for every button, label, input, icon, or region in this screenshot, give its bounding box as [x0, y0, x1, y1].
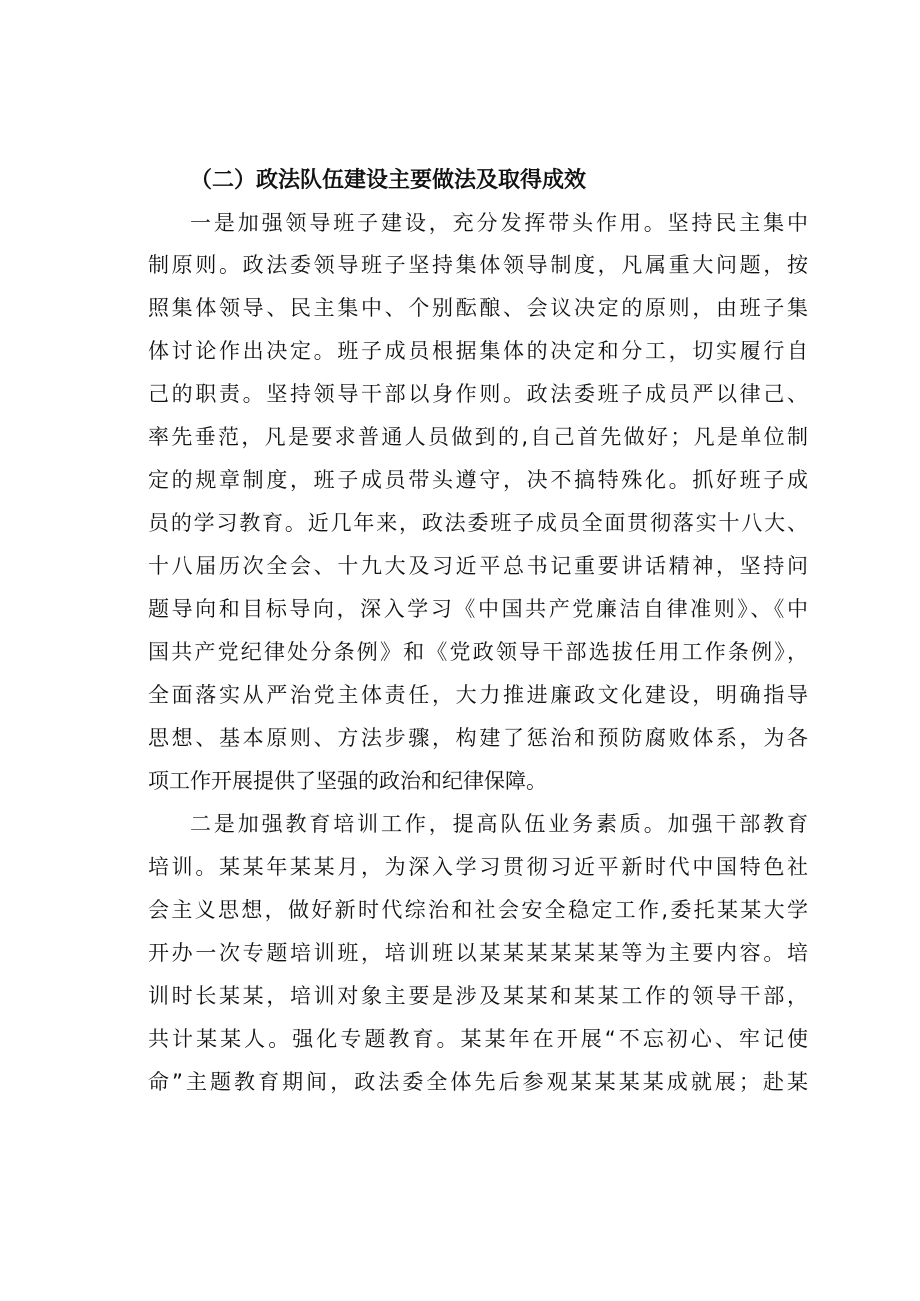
paragraph-line: 题导向和目标导向，深入学习《中国共产党廉洁自律准则》、《中	[148, 597, 808, 621]
paragraph-line: 体讨论作出决定。班子成员根据集体的决定和分工，切实履行自	[148, 339, 808, 363]
paragraph-line: 十八届历次全会、十九大及习近平总书记重要讲话精神，坚持问	[148, 554, 808, 578]
paragraph-line: 全面落实从严治党主体责任，大力推进廉政文化建设，明确指导	[148, 683, 808, 707]
paragraph-line: 二是加强教育培训工作，提高队伍业务素质。加强干部教育	[190, 812, 808, 836]
paragraph-line: 项工作开展提供了坚强的政治和纪律保障。	[148, 769, 547, 793]
paragraph-line: 训时长某某，培训对象主要是涉及某某和某某工作的领导干部，	[148, 984, 808, 1008]
paragraph-line: 开办一次专题培训班，培训班以某某某某某某等为主要内容。培	[148, 941, 808, 965]
paragraph-line: 一是加强领导班子建设，充分发挥带头作用。坚持民主集中	[190, 211, 808, 235]
paragraph-line: 培训。某某年某某月，为深入学习贯彻习近平新时代中国特色社	[148, 855, 808, 879]
section-heading: （二）政法队伍建设主要做法及取得成效	[190, 167, 587, 193]
paragraph-line: 命”主题教育期间，政法委全体先后参观某某某某成就展；赴某	[148, 1070, 808, 1094]
paragraph-line: 国共产党纪律处分条例》和《党政领导干部选拔任用工作条例》，	[148, 640, 808, 664]
paragraph-line: 思想、基本原则、方法步骤，构建了惩治和预防腐败体系，为各	[148, 726, 808, 750]
paragraph-line: 率先垂范，凡是要求普通人员做到的,自己首先做好；凡是单位制	[148, 425, 808, 449]
paragraph-line: 共计某某人。强化专题教育。某某年在开展“不忘初心、牢记使	[148, 1027, 808, 1051]
paragraph-line: 员的学习教育。近几年来，政法委班子成员全面贯彻落实十八大、	[148, 511, 808, 535]
paragraph-line: 会主义思想，做好新时代综治和社会安全稳定工作,委托某某大学	[148, 898, 808, 922]
paragraph-line: 定的规章制度，班子成员带头遵守，决不搞特殊化。抓好班子成	[148, 468, 808, 492]
paragraph-line: 己的职责。坚持领导干部以身作则。政法委班子成员严以律己、	[148, 382, 808, 406]
paragraph-line: 制原则。政法委领导班子坚持集体领导制度，凡属重大问题，按	[148, 253, 808, 277]
paragraph-line: 照集体领导、民主集中、个别酝酿、会议决定的原则，由班子集	[148, 296, 808, 320]
